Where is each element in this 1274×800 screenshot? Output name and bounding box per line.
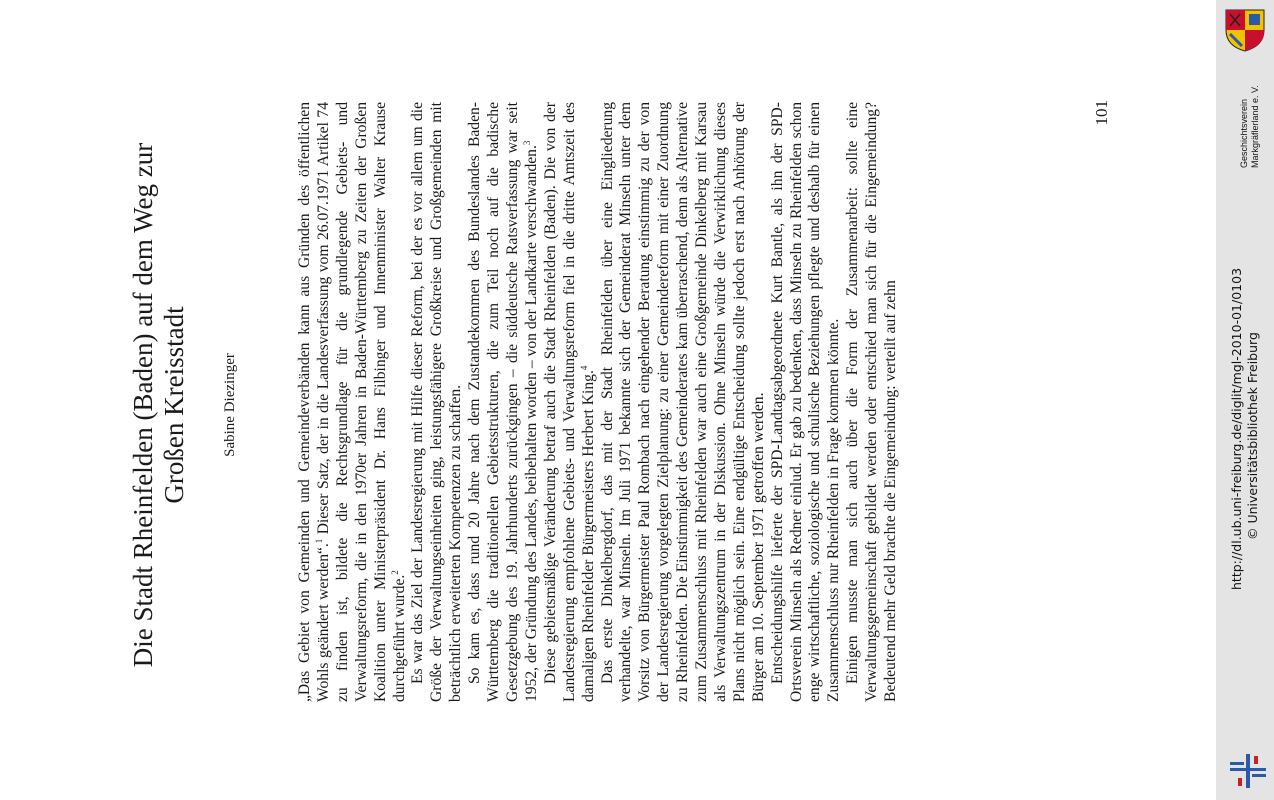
body-paragraph: So kam es, dass rund 20 Jahre nach dem Zustandekommen des Bundeslandes Baden-Württemberg die traditionellen Gebietsstrukturen, die zum Teil noch auf die badische Gesetzgebung des 19. Jahrhunderts zurückgingen – die süddeutsche Ratsverfassung war seit 1952, der Gründung des Landes, beibehalten worden – von der Landkarte verschwanden.$^3$ [466, 102, 540, 702]
body-paragraph: „Das Gebiet von Gemeinden und Gemeindeverbänden kann aus Gründen des öffentlichen Wohls geändert werden“.$^1$ Dieser Satz, der in die Landesverfassung vom 26.07.1971 Artikel 74 zu finden ist, bildete die Rechtsgrundlage für die grundlegende Gebiets- und Verwaltungsreform, die in den 1970er Jahren in Baden-Württemberg zu Zeiten der Großen Koalition unter Ministerpräsident Dr. Hans Filbinger und Innenminister Walter Krause durchgeführt wurde.$^2$ [296, 102, 408, 702]
copyright-notice: © Universitätsbibliothek Freiburg [1245, 332, 1260, 540]
article-body [296, 102, 901, 702]
body-paragraph: Entscheidungshilfe lieferte der SPD-Landtagsabgeordnete Kurt Bantle, als ihn der SPD-Ortsverein Minseln als Redner einlud. Er gab zu bedenken, dass Minseln zu Rheinfelden schon enge wirtschaftliche, soziologische und schulische Beziehungen pflegte und deshalb für einen Zusammenschluss nur Rheinfelden in Frage kommen könnte. [768, 102, 843, 702]
body-paragraph: Einigen musste man sich auch über die Form der Zusammenarbeit: sollte eine Verwaltungsgemeinschaft gebildet werden oder entschied man sich für die Eingemeindung? Bedeutend mehr Geld brachte die Eingemeindung: verteilt auf zehn [844, 102, 900, 702]
page-number: 101 [1092, 100, 1111, 126]
article-title: Die Stadt Rheinfelden (Baden) auf dem Weg zur Großen Kreisstadt [128, 142, 189, 668]
body-paragraph: Diese gebietsmäßige Veränderung betraf auch die Stadt Rheinfelden (Baden). Die von der Landesregierung empfohlene Gebiets- und Verwaltungsreform fiel in die dritte Amtszeit des damaligen Rheinfelder Bürgermeisters Herbert King.$^4$ [541, 102, 597, 702]
footnote-marker: 3 [521, 140, 532, 146]
society-name: Geschichtsverein Markgräflerland e. V. [1239, 85, 1260, 168]
ub-freiburg-logo-icon [1228, 750, 1268, 790]
body-paragraph: Es war das Ziel der Landesregierung mit Hilfe dieser Reform, bei der es vor allem um die Größe der Verwaltungseinheiten ging, leistungsfähigere Großkreise und Großgemeinden mit beträchtlich erweiterten Kompetenzen zu schaffen. [409, 102, 465, 702]
footnote-marker: 1 [313, 538, 324, 544]
viewer-sidebar [1216, 0, 1274, 800]
footnote-marker: 2 [389, 570, 400, 575]
footnote-marker: 4 [578, 365, 589, 371]
coat-of-arms-icon [1222, 8, 1268, 52]
author-name: Sabine Diezinger [222, 353, 238, 457]
body-paragraph: Das erste Dinkelbergdorf, das mit der Stadt Rheinfelden über eine Eingliederung verhandelte, war Minseln. Im Juli 1971 bekannte sich der Gemeinderat Minseln unter dem Vorsitz von Bürgermeister Paul Rombach nach eingehender Beratung einstimmig zu der von der Landesregierung vorgelegten Zielplanung: zu einer Gemeindereform mit einer Zuordnung zu Rheinfelden. Die Einstimmigkeit des Gemeinderates kam überraschend, denn als Alternative zum Zusammenschluss mit Rheinfelden war auch eine Großgemeinde Dinkelberg mit Karsau als Verwaltungszentrum in der Diskussion. Ohne Minseln würde die Verwirklichung dieses Plans nicht möglich sein. Eine endgültige Entscheidung sollte jedoch erst nach Anhörung der Bürger am 10. September 1971 getroffen werden. [598, 102, 767, 702]
document-url-link[interactable]: http://dl.ub.uni-freiburg.de/diglit/mgl-2010-01/0103 [1229, 267, 1244, 590]
